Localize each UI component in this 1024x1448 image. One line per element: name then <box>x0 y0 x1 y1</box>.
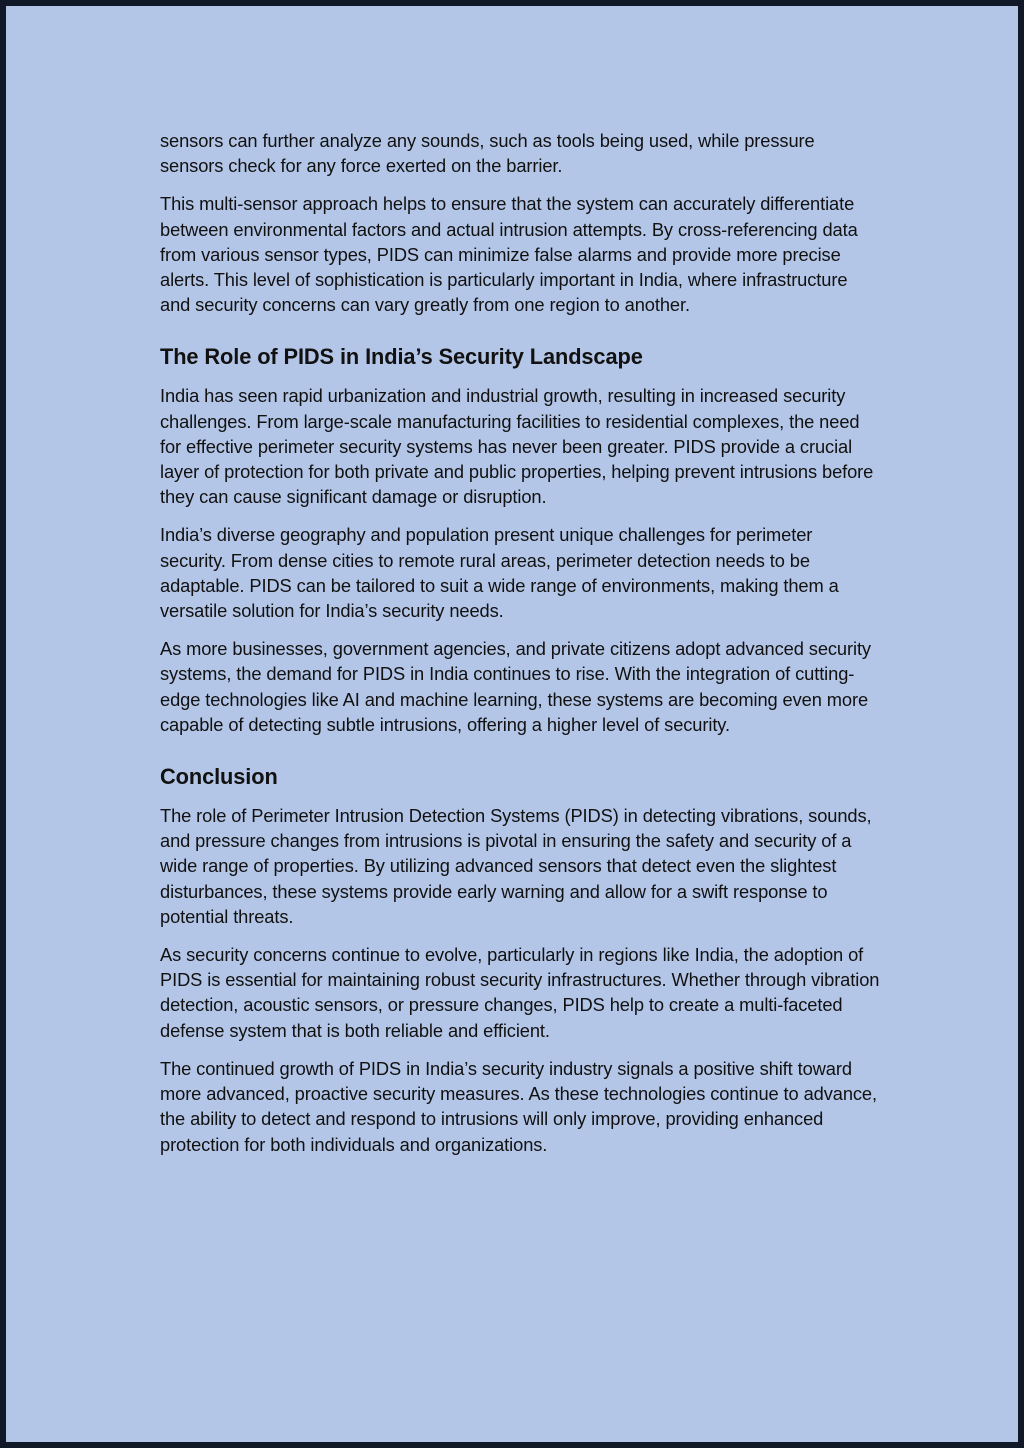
intro-paragraph-1: sensors can further analyze any sounds, such as tools being used, while pressure sensors check for any force exerted on the barrier. <box>160 130 815 177</box>
conclusion-paragraph-3: The continued growth of PIDS in India’s security industry signals a positive shift toward more advanced, proactive security measures. As these technologies continue to advance, the ability to detect and respond to intrusions will only improve, providing enhanced protection for both individuals and organizations. <box>160 1057 877 1155</box>
role-paragraph-3: As more businesses, government agencies, and private citizens adopt advanced security systems, the demand for PIDS in India continues to rise. With the integration of cutting-edge technologies like AI and machine learning, these systems are becoming even more capable of detecting subtle intrusions, offering a higher level of security. <box>160 638 871 735</box>
intro-paragraph-2: This multi-sensor approach helps to ensure that the system can accurately differentiate between environmental factors and actual intrusion attempts. By cross-referencing data from various sensor types, PIDS can minimize false alarms and provide more precise alerts. This level of sophistication is particularly important in India, where infrastructure and security concerns can vary greatly from one region to another. <box>160 193 858 316</box>
conclusion-paragraph-1: The role of Perimeter Intrusion Detection Systems (PIDS) in detecting vibrations, sounds, and pressure changes from intrusions is pivotal in ensuring the safety and security of a wide range of properties. By utilizing advanced sensors that detect even the slightest disturbances, these systems provide early warning and allow for a swift response to potential threats. <box>160 805 872 927</box>
role-paragraph-2: India’s diverse geography and population present unique challenges for perimeter security. From dense cities to remote rural areas, perimeter detection needs to be adaptable. PIDS can be tailored to suit a wide range of environments, making them a versatile solution for India’s security needs. <box>160 524 839 622</box>
document-content <box>160 128 882 1170</box>
section-heading-conclusion: Conclusion <box>160 764 278 790</box>
conclusion-paragraph-2: As security concerns continue to evolve, particularly in regions like India, the adoption of PIDS is essential for maintaining robust security infrastructures. Whether through vibration detection, acoustic sensors, or pressure changes, PIDS help to create a multi-faceted defense system that is both reliable and efficient. <box>160 944 880 1041</box>
section-heading-role: The Role of PIDS in India’s Security Landscape <box>160 344 643 370</box>
role-paragraph-1: India has seen rapid urbanization and industrial growth, resulting in increased security challenges. From large-scale manufacturing facilities to residential complexes, the need for effective perimeter security systems has never been greater. PIDS provide a crucial layer of protection for both private and public properties, helping prevent intrusions before they can cause significant damage or disruption. <box>160 385 874 508</box>
